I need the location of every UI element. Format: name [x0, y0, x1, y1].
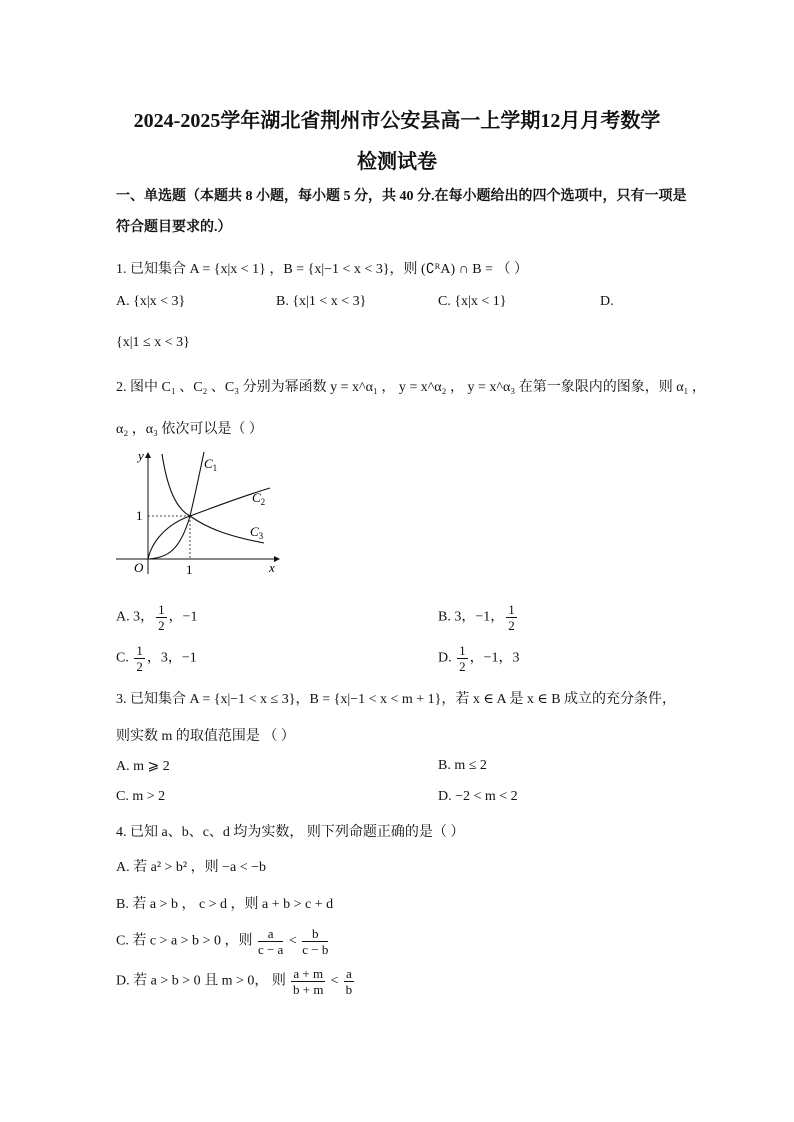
question-4-option-b: B. 若 a > b ， c > d ，则 a + b > c + d	[116, 897, 334, 912]
question-3-option-b: B. m ≤ 2	[438, 758, 487, 773]
question-1-option-d-label: D.	[600, 294, 614, 309]
question-3-option-d: D. −2 < m < 2	[438, 789, 518, 804]
question-3-stem-line1: 3. 已知集合 A = {x|−1 < x ≤ 3}，B = {x|−1 < x < m + 1}，若 x ∈ A 是 x ∈ B 成立的充分条件，	[116, 692, 677, 707]
graph-origin-label: O	[134, 560, 144, 575]
graph-x-tick-label: 1	[186, 562, 193, 577]
question-4-option-c: C. 若 c > a > b > 0 ，则 $\frac{a}{c - a}$ < $\frac{b}{c - b}$	[116, 926, 329, 957]
graph-c3-label: $C_3$	[250, 524, 264, 541]
question-3-option-c: C. m > 2	[116, 789, 166, 804]
question-3-option-a: A. m ⩾ 2	[116, 759, 170, 774]
question-2-stem-line2: α₂ ，α₃ 依次可以是（ ）	[116, 422, 263, 437]
question-1-stem: 1. 已知集合 A = {x|x < 1} ，B = {x|−1 < x < 3}，则 (∁ᴿA) ∩ B = （ ）	[116, 262, 528, 277]
question-1-option-b: B. {x|1 < x < 3}	[276, 294, 367, 309]
page-title-line1: 2024-2025学年湖北省荆州市公安县高一上学期12月月考数学	[133, 110, 661, 132]
question-4-option-a: A. 若 a² > b² ，则 −a < −b	[116, 860, 267, 875]
question-1-option-a: A. {x|x < 3}	[116, 294, 186, 309]
question-1-option-c: C. {x|x < 1}	[438, 294, 507, 309]
section-heading-line2: 符合题目要求的.）	[116, 220, 232, 235]
question-2-stem-line1: 2. 图中 C₁ 、C₂ 、C₃ 分别为幂函数 y = x^α₁ ， y = x^α₂ ， y = x^α₃ 在第一象限内的图象，则 α₁ ，	[116, 380, 706, 395]
graph-y-label: y	[138, 448, 144, 463]
graph-x-label: x	[269, 560, 275, 575]
question-2-option-b: B. 3，−1， $\frac{1}{2}$	[438, 602, 515, 633]
question-2-option-c: C. $\frac{1}{2}$ ，3，−1	[116, 643, 197, 674]
graph-y-tick-label: 1	[136, 508, 143, 523]
page-title-line2: 检测试卷	[357, 151, 437, 173]
question-4-option-d: D. 若 a > b > 0 且 m > 0， 则 $\frac{a + m}{b + m}$ < $\frac{a}{b}$	[116, 966, 353, 997]
question-2-option-d: D. $\frac{1}{2}$ ，−1，3	[438, 643, 520, 674]
curve-c1	[148, 452, 204, 559]
power-function-graph	[112, 446, 282, 578]
question-1-option-d-value: {x|1 ≤ x < 3}	[116, 335, 190, 350]
graph-c1-label: $C_1$	[204, 456, 218, 473]
question-3-stem-line2: 则实数 m 的取值范围是 （ ）	[116, 729, 295, 744]
question-2-option-a: A. 3， $\frac{1}{2}$ ，−1	[116, 602, 198, 633]
graph-c2-label: $C_2$	[252, 490, 266, 507]
question-4-stem: 4. 已知 a、b、c、d 均为实数， 则下列命题正确的是（ ）	[116, 825, 465, 840]
section-heading-line1: 一、单选题（本题共 8 小题，每小题 5 分，共 40 分.在每小题给出的四个选项中，只有一项是	[116, 189, 687, 204]
